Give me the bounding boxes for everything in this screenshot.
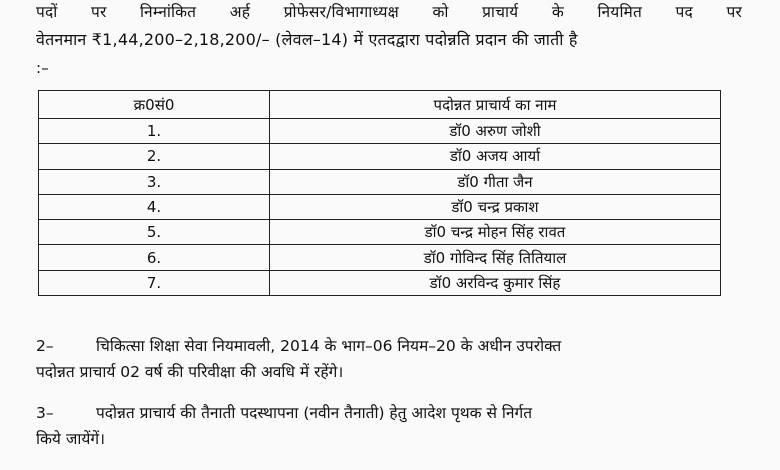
intro-word: अर्ह: [229, 3, 251, 21]
table-row: [39, 220, 721, 245]
paragraph-2: [36, 333, 742, 385]
intro-word: पर: [726, 3, 742, 21]
paragraph-number: 3–: [36, 404, 54, 422]
serial-number-cell: 3.: [39, 169, 270, 194]
intro-word: को: [432, 3, 449, 21]
intro-word: के: [551, 3, 564, 21]
intro-word: पर: [90, 3, 107, 21]
intro-word: नियमित: [597, 3, 642, 21]
principal-name-header: पदोन्नत प्राचार्य का नाम: [270, 91, 721, 119]
table-row: [39, 270, 721, 295]
paragraph-3-line-2: किये जायेंगें।: [36, 430, 105, 448]
principal-name-cell: डॉ0 अजय आर्या: [270, 144, 721, 169]
intro-word: पदों: [36, 3, 58, 21]
table-header-row: [39, 91, 721, 119]
principal-name-cell: डॉ0 गोविन्द सिंह तितियाल: [270, 245, 721, 270]
paragraph-3: [36, 400, 742, 452]
intro-word: प्राचार्य: [482, 3, 519, 21]
paragraph-2-line-2: पदोन्नत प्राचार्य 02 वर्ष की परिवीक्षा की अवधि में रहेंगे।: [36, 363, 344, 381]
principal-name-cell: डॉ0 अरविन्द कुमार सिंह: [270, 270, 721, 295]
intro-line-2: वेतनमान ₹1,44,200–2,18,200/– (लेवल–14) में एतदद्वारा पदोन्नति प्रदान की जाती है: [36, 30, 578, 49]
serial-number-cell: 1.: [39, 119, 270, 144]
intro-word: प्रोफेसर/विभागाध्यक्ष: [283, 3, 399, 21]
serial-number-cell: 2.: [39, 144, 270, 169]
principal-name-cell: डॉ0 चन्द्र मोहन सिंह रावत: [270, 220, 721, 245]
paragraph-2-line-1: चिकित्सा शिक्षा सेवा नियमावली, 2014 के भाग–06 नियम–20 के अधीन उपरोक्त: [96, 337, 562, 355]
principal-name-cell: डॉ0 चन्द्र प्रकाश: [270, 194, 721, 219]
table-row: [39, 169, 721, 194]
intro-word: निम्नांकित: [140, 3, 197, 21]
intro-line-3: :–: [36, 59, 49, 77]
table-row: [39, 245, 721, 270]
serial-number-header: क्र0सं0: [39, 91, 270, 119]
intro-word: पद: [675, 3, 693, 21]
table-row: [39, 194, 721, 219]
serial-number-cell: 6.: [39, 245, 270, 270]
principal-name-cell: डॉ0 गीता जैन: [270, 169, 721, 194]
table-row: [39, 119, 721, 144]
table-row: [39, 144, 721, 169]
paragraph-3-line-1: पदोन्नत प्राचार्य की तैनाती पदस्थापना (नवीन तैनाती) हेतु आदेश पृथक से निर्गत: [96, 404, 533, 422]
promotion-table: [38, 90, 721, 296]
serial-number-cell: 7.: [39, 270, 270, 295]
serial-number-cell: 4.: [39, 194, 270, 219]
serial-number-cell: 5.: [39, 220, 270, 245]
paragraph-number: 2–: [36, 337, 54, 355]
intro-line-1: [36, 2, 742, 22]
principal-name-cell: डॉ0 अरुण जोशी: [270, 119, 721, 144]
